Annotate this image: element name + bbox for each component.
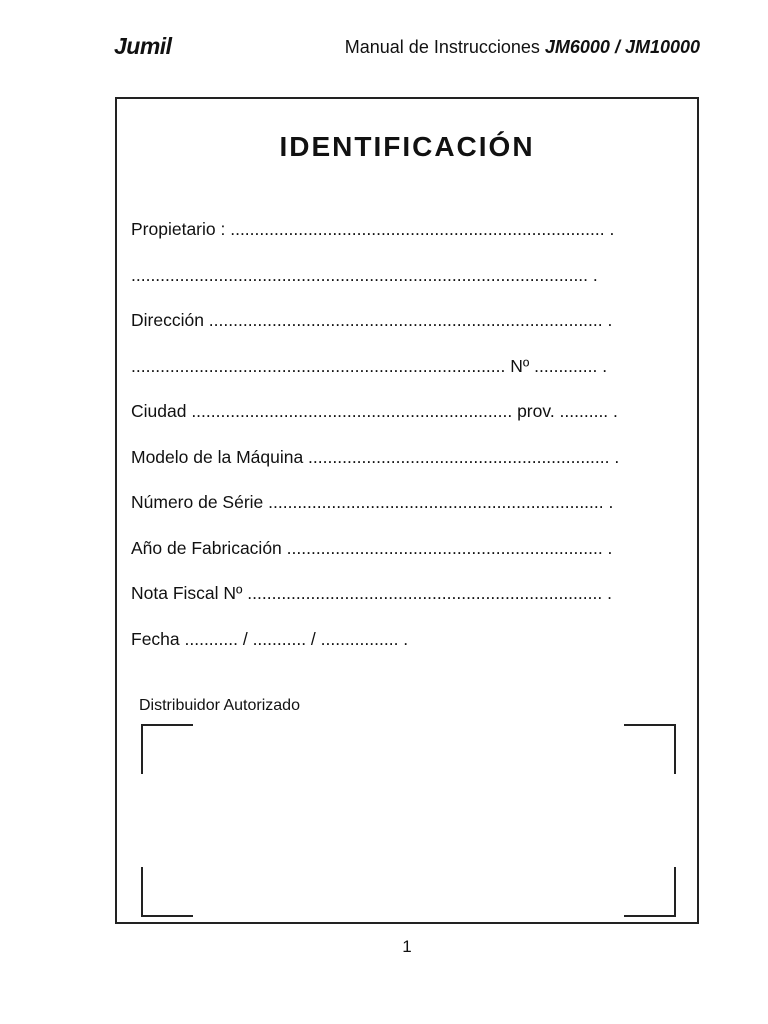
stamp-corner-top-left bbox=[141, 724, 193, 774]
field-ciudad-provincia: Ciudad .................................................................. prov. .......... . bbox=[131, 401, 618, 421]
form-title: IDENTIFICACIÓN bbox=[279, 131, 535, 162]
stamp-corner-top-right bbox=[624, 724, 676, 774]
field-propietario-continued: .............................................................................................. . bbox=[131, 265, 598, 285]
field-direccion: Dirección ................................................................................. . bbox=[131, 310, 613, 330]
manual-title-text: Manual de Instrucciones bbox=[344, 37, 540, 57]
manual-header-title bbox=[345, 37, 700, 58]
stamp-corner-bottom-left bbox=[141, 867, 193, 917]
field-nota-fiscal: Nota Fiscal Nº ......................................................................... . bbox=[131, 583, 612, 603]
field-fecha: Fecha ........... / ........... / ................ . bbox=[131, 629, 409, 649]
field-numero-serie: Número de Série ..................................................................... . bbox=[131, 492, 614, 512]
field-ano-fabricacion: Año de Fabricación ................................................................. . bbox=[131, 538, 613, 558]
page-number: 1 bbox=[402, 937, 412, 956]
distributor-label: Distribuidor Autorizado bbox=[139, 697, 300, 714]
field-modelo-maquina: Modelo de la Máquina .............................................................. . bbox=[131, 447, 620, 467]
field-direccion-numero: ............................................................................. Nº ............. . bbox=[131, 356, 608, 376]
field-propietario: Propietario : ............................................................................. . bbox=[131, 219, 615, 239]
jumil-logo: Jumil bbox=[114, 33, 172, 59]
stamp-corner-bottom-right bbox=[624, 867, 676, 917]
manual-models-text: JM6000 / JM10000 bbox=[544, 37, 700, 57]
